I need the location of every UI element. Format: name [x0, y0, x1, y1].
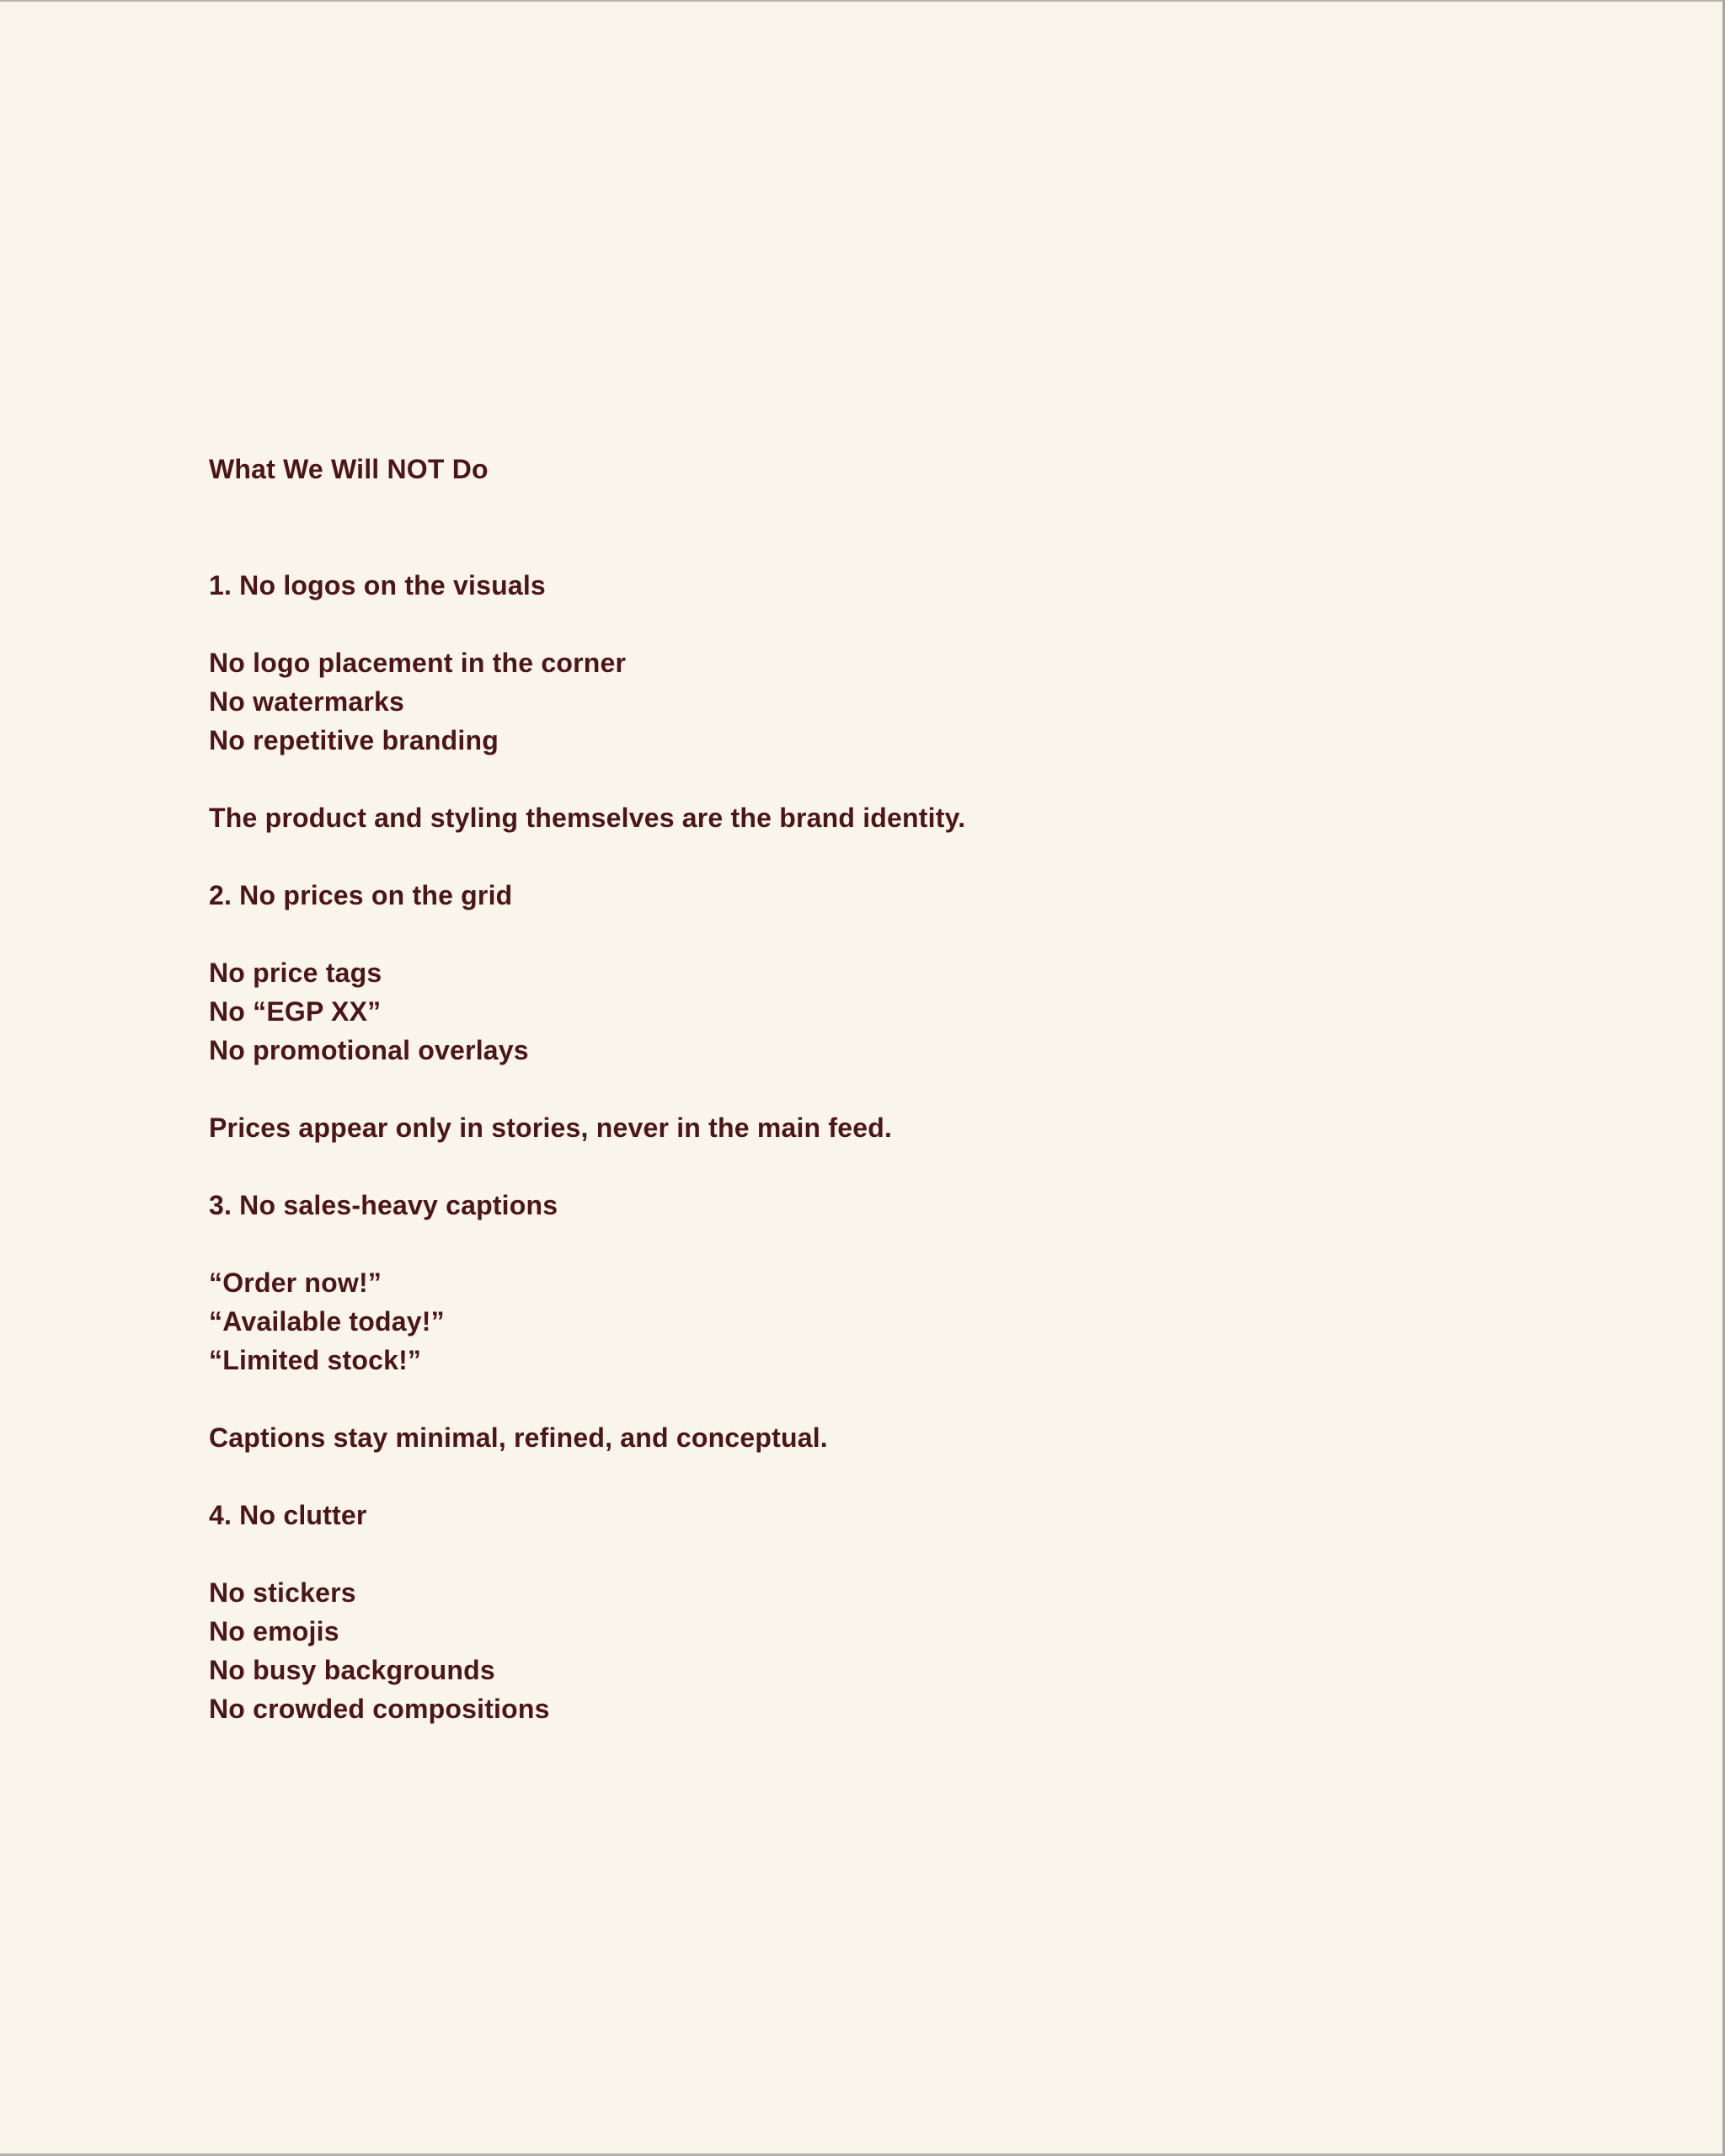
section-no-sales-captions — [209, 1186, 1621, 1457]
list-line: No price tags — [209, 958, 382, 988]
list-line: No repetitive branding — [209, 725, 499, 755]
list-line: No stickers — [209, 1577, 356, 1608]
section-heading-no-prices: 2. No prices on the grid — [209, 880, 513, 910]
list-line: “Limited stock!” — [209, 1345, 422, 1375]
section-heading-no-logos: 1. No logos on the visuals — [209, 570, 546, 600]
section-heading-no-sales-captions: 3. No sales-heavy captions — [209, 1190, 558, 1220]
list-line: No promotional overlays — [209, 1035, 529, 1065]
list-line: “Available today!” — [209, 1306, 445, 1337]
section-note: The product and styling themselves are the brand identity. — [209, 803, 966, 833]
list-line: No busy backgrounds — [209, 1655, 495, 1685]
section-no-prices — [209, 876, 1621, 1147]
list-line: No watermarks — [209, 686, 405, 717]
list-line: No crowded compositions — [209, 1694, 550, 1724]
section-no-clutter — [209, 1496, 1621, 1728]
list-line: No logo placement in the corner — [209, 648, 627, 678]
section-no-logos — [209, 566, 1621, 837]
document-body — [0, 2, 1722, 1728]
section-note: Captions stay minimal, refined, and conceptual. — [209, 1422, 828, 1453]
list-line: No “EGP XX” — [209, 996, 382, 1027]
list-line: No emojis — [209, 1616, 339, 1646]
list-line: “Order now!” — [209, 1267, 382, 1298]
section-note: Prices appear only in stories, never in the main feed. — [209, 1113, 893, 1143]
section-heading-no-clutter: 4. No clutter — [209, 1500, 367, 1530]
page-title: What We Will NOT Do — [209, 454, 489, 484]
